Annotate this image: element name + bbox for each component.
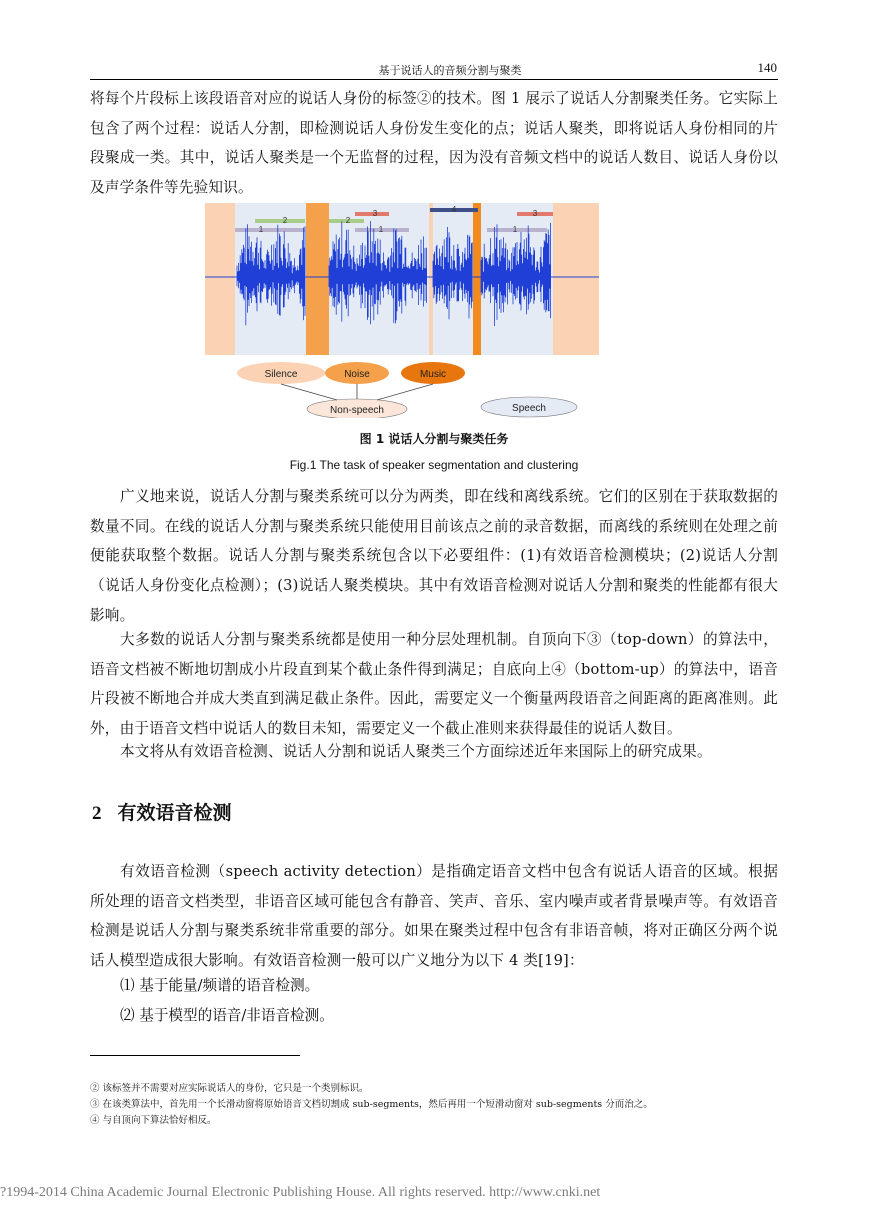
footnote: ③ 在该类算法中，首先用一个长滑动窗将原始语音文档切割成 sub-segments，然后再用一个短滑动窗对 sub-segments 分而治之。: [90, 1099, 653, 1110]
speaker-label: 1: [258, 225, 264, 234]
header-rule: [90, 79, 778, 80]
paragraph-sad: 有效语音检测（speech activity detection）是指确定语音文档中包含有说话人语音的区域。根据 所处理的语音文档类型，非语音区域可能包含有静音、笑声、音乐、室内噪声或者背景噪声等。有效语音检测是说话人分割与聚类系统非常重要的部分。如果在聚类过程中包含有非语音帧，将对正确区分两个说话人模型造成很大影响。有效语音检测一般可以广义地分为以下 4 类[19]：: [90, 863, 778, 970]
footnote: ② 该标签并不需要对应实际说话人的身份，它只是一个类别标识。: [90, 1083, 369, 1094]
speaker-label: 3: [372, 209, 378, 218]
silence-label: Silence: [264, 369, 298, 380]
speaker-label: 4: [451, 205, 457, 214]
silence-band: [553, 203, 599, 355]
section-number: 2: [92, 803, 102, 824]
noise-label: Noise: [344, 369, 370, 380]
speaker-segment: [255, 219, 305, 223]
arrows: [281, 384, 433, 400]
section-title: 有效语音检测: [117, 802, 232, 824]
list-item: ⑴ 基于能量/频谱的语音检测。: [120, 977, 320, 994]
speaker-label: 1: [512, 225, 518, 234]
figure-speaker-diarization: [205, 203, 599, 418]
paragraph-overview: 本文将从有效语音检测、说话人分割和说话人聚类三个方面综述近年来国际上的研究成果。: [120, 743, 712, 760]
paragraph-intro: 将每个片段标上该段语音对应的说话人身份的标签②的技术。图 1 展示了说话人分割聚类任务。它实际上包含了两个过程：说话人分割，即检测说话人身份发生变化的点；说话人聚类，即将说话人身份相同的片段聚成一类。其中，说话人聚类是一个无监督的过程，因为没有音频文档中的说话人数目、说话人身份以及声学条件等先验知识。: [90, 90, 778, 197]
arrow: [281, 384, 337, 400]
footnote: ④ 与自顶向下算法恰好相反。: [90, 1115, 217, 1126]
speaker-label: 2: [282, 216, 288, 225]
speaker-label: 2: [345, 216, 351, 225]
non-speech-label: Non-speech: [330, 405, 384, 416]
footnote-rule: [90, 1055, 300, 1056]
silence-band: [429, 203, 433, 355]
noise-band: [306, 203, 329, 355]
paragraph-hierarchical: 大多数的说话人分割与聚类系统都是使用一种分层处理机制。自顶向下③（top-down）的算法中，语音文档被不断地切割成小片段直到某个截止条件得到满足；自底向上④（bottom-up）的算法中，语音片段被不断地合并成大类直到满足截止条件。因此，需要定义一个衡量两段语音之间距离的距离准则。此外，由于语音文档中说话人的数目未知，需要定义一个截止准则来获得最佳的说话人数目。: [90, 631, 778, 738]
music-band: [473, 203, 481, 355]
arrow: [377, 384, 433, 400]
figure-caption-cn: 图 1 说话人分割与聚类任务: [359, 432, 509, 446]
speaker-label: 3: [532, 209, 538, 218]
section-heading: [92, 798, 232, 825]
speaker-label: 1: [378, 225, 384, 234]
silence-band: [205, 203, 235, 355]
running-title: 基于说话人的音频分割与聚类: [378, 64, 522, 77]
diarization-diagram: [205, 203, 599, 418]
copyright-notice: ?1994-2014 China Academic Journal Electronic Publishing House. All rights reserved. http://www.cnki.net: [0, 1185, 601, 1200]
speech-label: Speech: [512, 403, 546, 414]
list-item: ⑵ 基于模型的语音/非语音检测。: [120, 1007, 334, 1024]
music-label: Music: [419, 369, 447, 380]
paragraph-system-types: 广义地来说，说话人分割与聚类系统可以分为两类，即在线和离线系统。它们的区别在于获取数据的数量不同。在线的说话人分割与聚类系统只能使用目前该点之前的录音数据，而离线的系统则在处理之前便能获取整个数据。说话人分割与聚类系统包含以下必要组件：(1)有效语音检测模块；(2)说话人分割（说话人身份变化点检测）；(3)说话人聚类模块。其中有效语音检测对说话人分割和聚类的性能都有很大影响。: [90, 488, 778, 624]
page-number: 140: [757, 60, 777, 75]
figure-caption-en: Fig.1 The task of speaker segmentation and clustering: [289, 458, 579, 472]
